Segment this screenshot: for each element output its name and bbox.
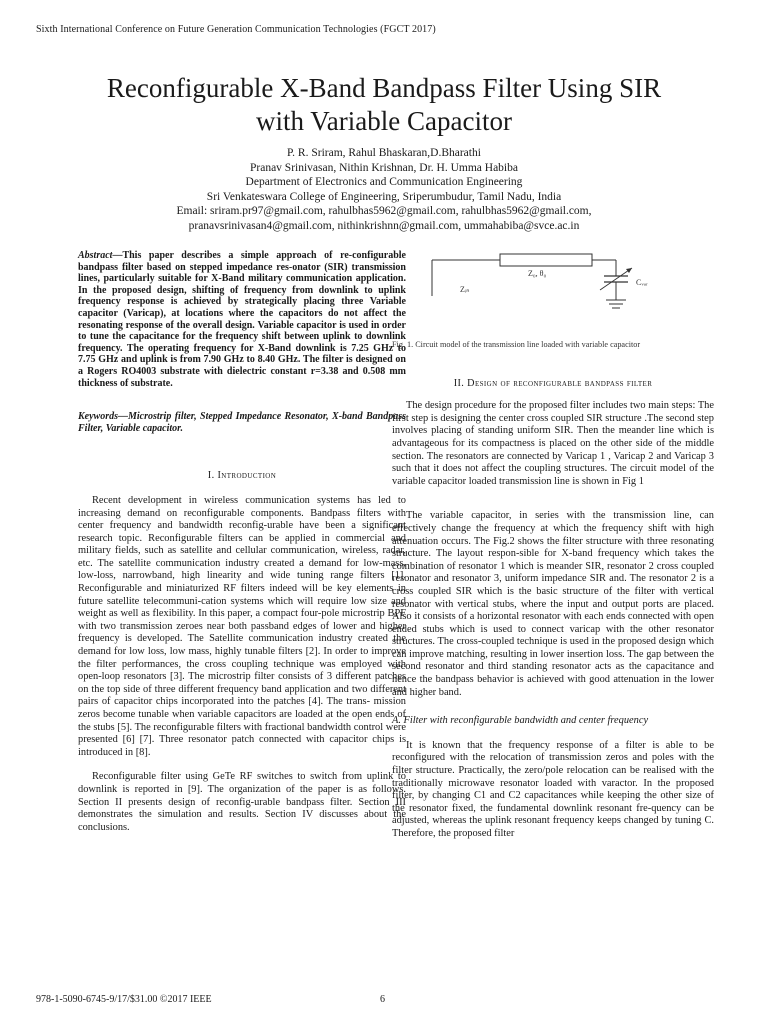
department: Department of Electronics and Communication Engineering	[245, 176, 523, 188]
circuit-diagram	[392, 250, 714, 325]
email-line-2: pranavsrinivasan4@gmail.com, nithinkrishnn@gmail.com, ummahabiba@svce.ac.in	[188, 219, 580, 232]
figure-1-circuit	[392, 250, 714, 325]
section-heading-introduction: I. Introduction	[207, 470, 277, 482]
college: Sri Venkateswara College of Engineering, Sriperumbudur, Tamil Nadu, India	[206, 190, 562, 203]
label-z0-theta0: Z₀, θ₀	[528, 269, 547, 278]
subsection-heading-reconfigurable: A. Filter with reconfigurable bandwidth and center frequency	[392, 715, 649, 727]
right-column	[392, 250, 714, 851]
design-paragraph-2: The variable capacitor, in series with the transmission line, can effectively change the frequency at which the frequency shift with high attenuation occurs. The Fig.2 shows the filter structure with three resonating structure. The layout respon-sible for X-band frequency which takes the combination of resonator 1 which is meander SIR, resonator 2 cross coupled resonator and resonator 3, uniform impedance SIR and. The resonator 2 is a cross coupled SIR which is the basic structure of the filter with vertical resonator with vertical stubs, where the input and output ports are placed. Also it consists of a horizontal resonator with each ends connected with open ended stubs which is used to connect varicap with the other resonator structures. The cross-coupled technique is used in the proposed design which can improve matching, resulting in lower insertion loss. The gap between the second resonator and third standing resonator acts as the capacitance and hence the bandpass behavior is achieved with good attenuation in the lower and higher band.	[392, 510, 714, 698]
section-heading-design: II. Design of reconfigurable bandpass filter	[453, 377, 653, 389]
author-block	[40, 146, 728, 233]
footer-isbn: 978-1-5090-6745-9/17/$31.00 ©2017 IEEE	[36, 994, 212, 1005]
label-zin: Zᵢₙ	[460, 285, 470, 294]
design-paragraph-1: The design procedure for the proposed filter includes two main steps: The first step is designing the center cross coupled SIR structure .The second step involves placing of standing uniform SIR. Then the meander line which is advantageous for its compactness is placed on the other side of the middle section. The resonators are connected by Varicap 1 , Varicap 2 and Varicap 3 such that it does not affect the coupling structures. The circuit model of the variable capacitor loaded transmission line is shown in Fig 1	[392, 400, 714, 487]
left-column	[78, 250, 406, 844]
email-line-1: Email: sriram.pr97@gmail.com, rahulbhas5962@gmail.com, rahulbhas5962@gmail.com,	[176, 205, 592, 217]
design-paragraph-3: It is known that the frequency response of a filter is able to be reconfigured with the relocation of transmission zeros and poles with the filter structure. Practically, the zero/pole relocation can be realised with the traditionally microwave resonator loaded with varactor. In the proposed filter, by changing C1 and C2 capacitances while keeping the other size of the resonator fixed, the fundamental downlink resonant fre-quency can be adjusted, whereas the uplink resonant frequency keeps changed by tuning C. Therefore, the proposed filter	[392, 739, 714, 839]
author-line-2: Pranav Srinivasan, Nithin Krishnan, Dr. H. Umma Habiba	[250, 161, 518, 174]
figure-1-caption: Fig. 1. Circuit model of the transmission line loaded with variable capacitor	[392, 340, 641, 349]
page-number: 6	[380, 994, 385, 1005]
paper-title	[40, 72, 728, 138]
author-line-1: P. R. Sriram, Rahul Bhaskaran,D.Bharathi	[287, 147, 481, 159]
conference-header: Sixth International Conference on Future Generation Communication Technologies (FGCT 2017)	[36, 24, 436, 35]
label-cvar: Cᵥₐᵣ	[636, 278, 648, 287]
keywords: Keywords—Microstrip filter, Stepped Impedance Resonator, X-band Bandpass Filter, Variable capacitor.	[78, 411, 406, 434]
abstract-text: —This paper describes a simple approach of re-configurable bandpass filter based on stepped impedance res-onator (SIR) transmission lines, particularly suitable for X-Band military communication application. In the proposed design, shifting of frequency from downlink to uplink frequency response is achieved by strategically placing three Variable capacitor (Varicap), at locations where the capacitors do not affect the resonating response of the overall design. Variable capacitor is used in order to tune the capacitance for the frequency shift between uplink to downlink frequency. The operating frequency for X-Band downlink is 7.25 GHz to 7.75 GHz and uplink is from 7.90 GHz to 8.40 GHz. The filter is designed on a Rogers RO4003 substrate with dielectric constant r=3.38 and 0.508 mm thickness of substrate.	[78, 250, 406, 389]
abstract	[78, 250, 406, 389]
title-line-2: with Variable Capacitor	[256, 106, 512, 136]
title-line-1: Reconfigurable X-Band Bandpass Filter Using SIR	[106, 73, 662, 103]
abstract-label: Abstract	[78, 250, 113, 261]
intro-paragraph-1: Recent development in wireless communication systems has led to increasing demand on reconfigurable components. Bandpass filters with center frequency and bandwidth reconfig-urable have been a significant research topic. Reconfigurable filters can be applied in commercial and military fields, such as satellite and cellular communication, wireless, radar, etc. The satellite communication industry created a demand for low-mass, low-loss, narrowband, high linearity and wide tuning range filters [1]. Reconfigurable and miniaturized RF filters indeed will be key elements in future satellite telecommuni-cation systems which will require low size and weight as well as flexibility. In this paper, a compact four-pole microstrip BPF with two transmission zeroes near both passband edges of lower and higher frequency is developed. The Satellite communication industry created the demand for low loss, low mass, highly tunable filters [2]. In order to improve the filter performances, the cross coupling technique was employed with open-loop resonators [3]. The microstrip filter consists of 3 different patches on the top side of three different frequency band application and two different pairs of capacitor chips incorporated into the patches [4]. The trans- mission zeros become tunable when variable capacitors are loaded at the open ends of the stubs [5]. The reconfigurable filters with fractional bandwidth control were presented [6] [7]. Three resonator patch connected with capacitor chips is introduced in [8].	[78, 494, 406, 758]
intro-paragraph-2: Reconfigurable filter using GeTe RF switches to switch from uplink to downlink is reported in [9]. The organization of the paper is as follows. Section II presents design of reconfig-urable bandpass filter. Section III demonstrates the simulation and results. Section IV discusses about the conclusions.	[78, 771, 406, 833]
